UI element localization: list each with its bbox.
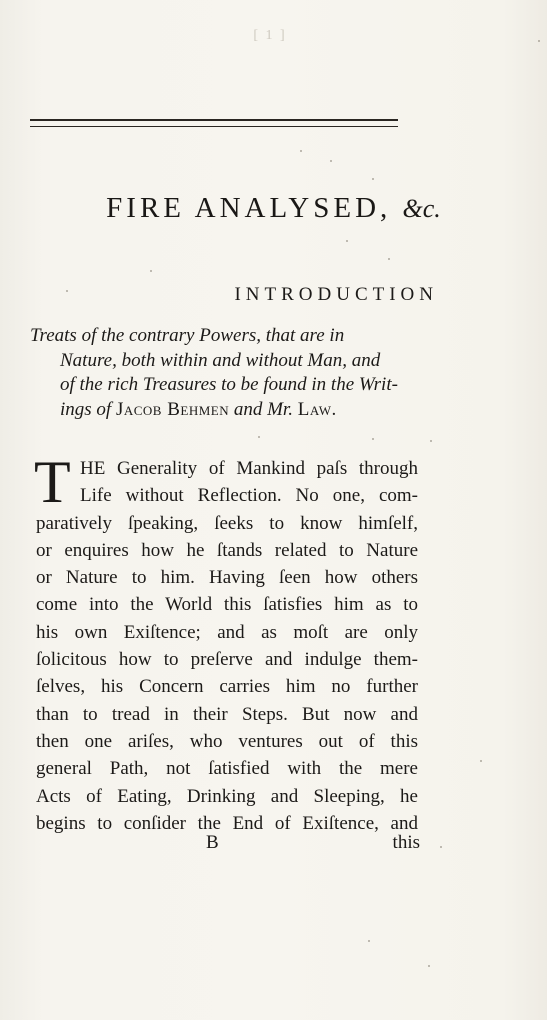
- summary-line: Nature, both within and without Man, and: [60, 349, 381, 371]
- title-etc: &c.: [402, 194, 441, 223]
- drop-cap: T: [34, 449, 71, 515]
- body-line: Life without Reflection. No one, com-: [80, 485, 418, 507]
- body-line: HE Generality of Mankind paſs through: [80, 458, 418, 479]
- body-line: paratively ſpeaking, ſeeks to know himſelf,: [36, 512, 418, 534]
- paper-speck: [330, 160, 332, 162]
- body-line: or Nature to him. Having ſeen how others: [36, 567, 418, 589]
- summary-line: Treats of the contrary Powers, that are in: [30, 325, 345, 346]
- title-main: FIRE ANALYSED,: [106, 192, 392, 224]
- paper-speck: [258, 436, 260, 438]
- page-number: [ 1 ]: [253, 28, 287, 43]
- body-line: ſolicitous how to preſerve and indulge them-: [36, 649, 418, 671]
- summary-text: ings of: [60, 398, 112, 420]
- summary-text: and Mr.: [233, 398, 293, 420]
- section-summary: [30, 324, 420, 422]
- summary-line: of the rich Treasures to be found in the Writ-: [60, 374, 398, 395]
- author-name-law: Law.: [297, 398, 337, 420]
- body-line: Acts of Eating, Drinking and Sleeping, he: [36, 785, 418, 807]
- catchword: this: [392, 832, 420, 853]
- body-line: come into the World this ſatisfies him as to: [36, 594, 418, 616]
- signature-mark: B: [206, 832, 219, 853]
- paper-speck: [440, 846, 442, 848]
- body-line: begins to conſider the End of Exiſtence, and: [36, 812, 418, 834]
- body-line: then one ariſes, who ventures out of this: [36, 730, 418, 752]
- paper-speck: [430, 440, 432, 442]
- page-title: [0, 192, 547, 225]
- header-rule-thick: [30, 119, 398, 121]
- paper-speck: [150, 270, 152, 272]
- summary-line: [30, 398, 420, 423]
- body-line: general Path, not ſatisfied with the mere: [36, 758, 418, 780]
- section-heading: INTRODUCTION: [234, 284, 438, 305]
- body-line: or enquires how he ſtands related to Nature: [36, 539, 418, 561]
- page-footer: [36, 832, 420, 858]
- paper-speck: [428, 965, 430, 967]
- paper-speck: [388, 258, 390, 260]
- paper-speck: [66, 290, 68, 292]
- body-paragraph: [34, 449, 418, 837]
- body-line: his own Exiſtence; and as moſt are only: [36, 621, 418, 643]
- paper-speck: [480, 760, 482, 762]
- body-line: ſelves, his Concern carries him no further: [36, 676, 418, 698]
- paper-speck: [346, 240, 348, 242]
- header-rule-thin: [30, 126, 398, 127]
- paper-speck: [538, 40, 540, 42]
- paper-speck: [368, 940, 370, 942]
- author-name-behmen: Jacob Behmen: [115, 398, 230, 420]
- paper-speck: [372, 178, 374, 180]
- paper-speck: [372, 438, 374, 440]
- body-line: than to tread in their Steps. But now and: [36, 703, 418, 725]
- paper-speck: [300, 150, 302, 152]
